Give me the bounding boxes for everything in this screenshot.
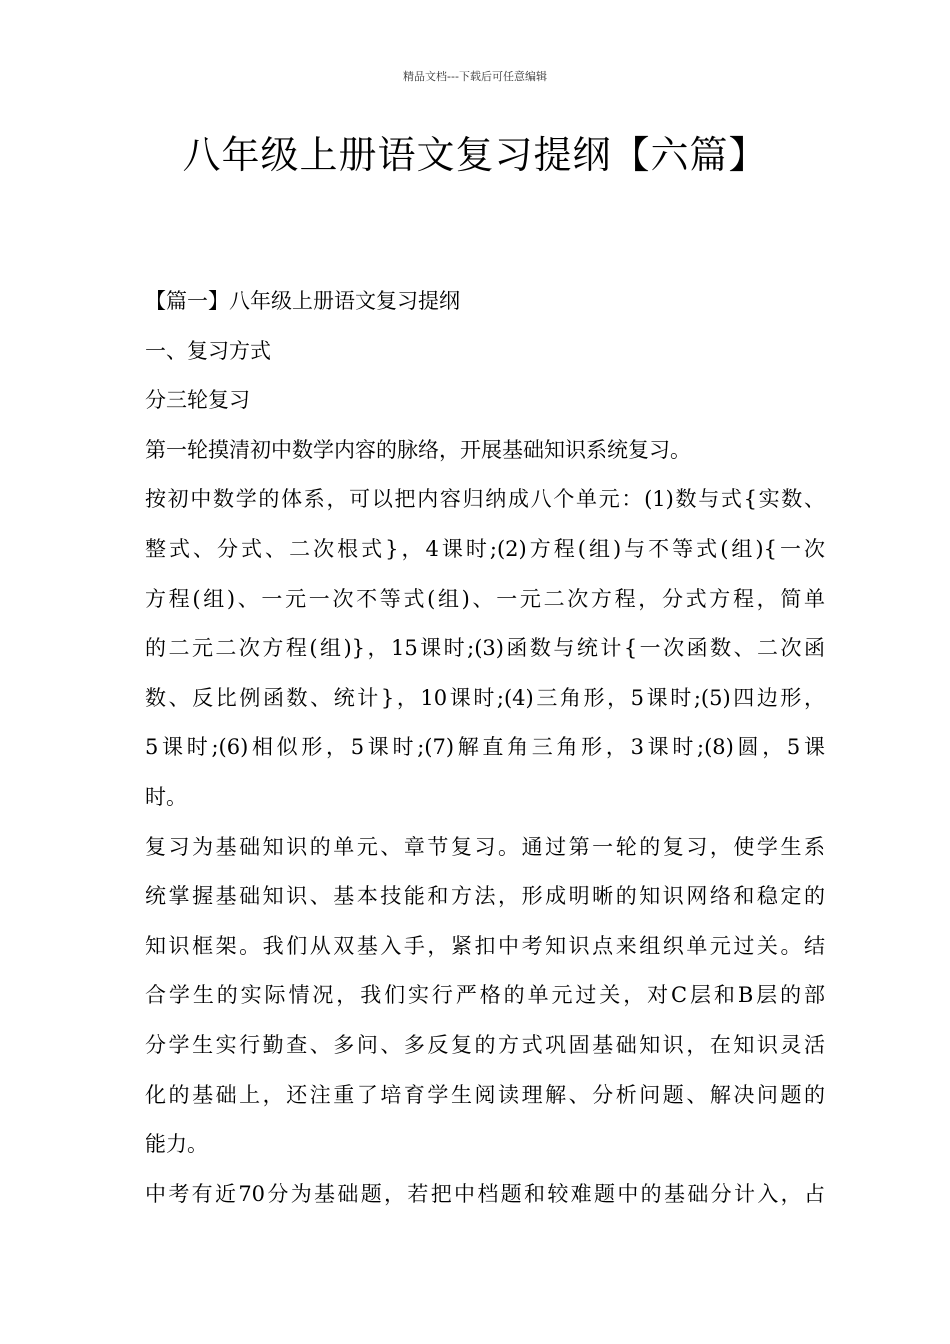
text-line: 的二元二次方程(组)}，15课时;(3)函数与统计{一次函数、二次函 — [145, 636, 825, 661]
document-title: 八年级上册语文复习提纲【六篇】 — [182, 133, 768, 177]
text-line: 方程(组)、一元一次不等式(组)、一元二次方程，分式方程，简单 — [145, 586, 825, 611]
text-line: 分学生实行勤查、多问、多反复的方式巩固基础知识，在知识灵活 — [145, 1032, 825, 1057]
document-body — [145, 277, 825, 1219]
text-line: 数、反比例函数、统计}，10课时;(4)三角形，5课时;(5)四边形， — [145, 685, 825, 710]
text-line: 按初中数学的体系，可以把内容归纳成八个单元：(1)数与式{实数、 — [145, 487, 825, 512]
text-line: 复习为基础知识的单元、章节复习。通过第一轮的复习，使学生系 — [145, 834, 825, 859]
text-line: 5课时;(6)相似形，5课时;(7)解直角三角形，3课时;(8)圆，5课 — [145, 735, 825, 760]
text-line: 能力。 — [145, 1132, 208, 1157]
text-line: 中考有近70分为基础题，若把中档题和较难题中的基础分计入，占 — [145, 1181, 825, 1206]
text-line: 一、复习方式 — [145, 338, 271, 363]
text-line: 【篇一】八年级上册语文复习提纲 — [145, 289, 460, 313]
text-line: 知识框架。我们从双基入手，紧扣中考知识点来组织单元过关。结 — [145, 933, 825, 958]
text-line: 合学生的实际情况，我们实行严格的单元过关，对C层和B层的部 — [145, 983, 825, 1008]
header-note: 精品文档---下载后可任意编辑 — [403, 70, 547, 83]
text-line: 时。 — [145, 784, 187, 809]
text-line: 分三轮复习 — [145, 388, 250, 413]
text-line: 整式、分式、二次根式}，4课时;(2)方程(组)与不等式(组){一次 — [145, 536, 825, 561]
text-line: 第一轮摸清初中数学内容的脉络，开展基础知识系统复习。 — [145, 437, 691, 462]
text-line: 统掌握基础知识、基本技能和方法，形成明晰的知识网络和稳定的 — [145, 884, 825, 909]
text-line: 化的基础上，还注重了培育学生阅读理解、分析问题、解决问题的 — [145, 1082, 825, 1107]
